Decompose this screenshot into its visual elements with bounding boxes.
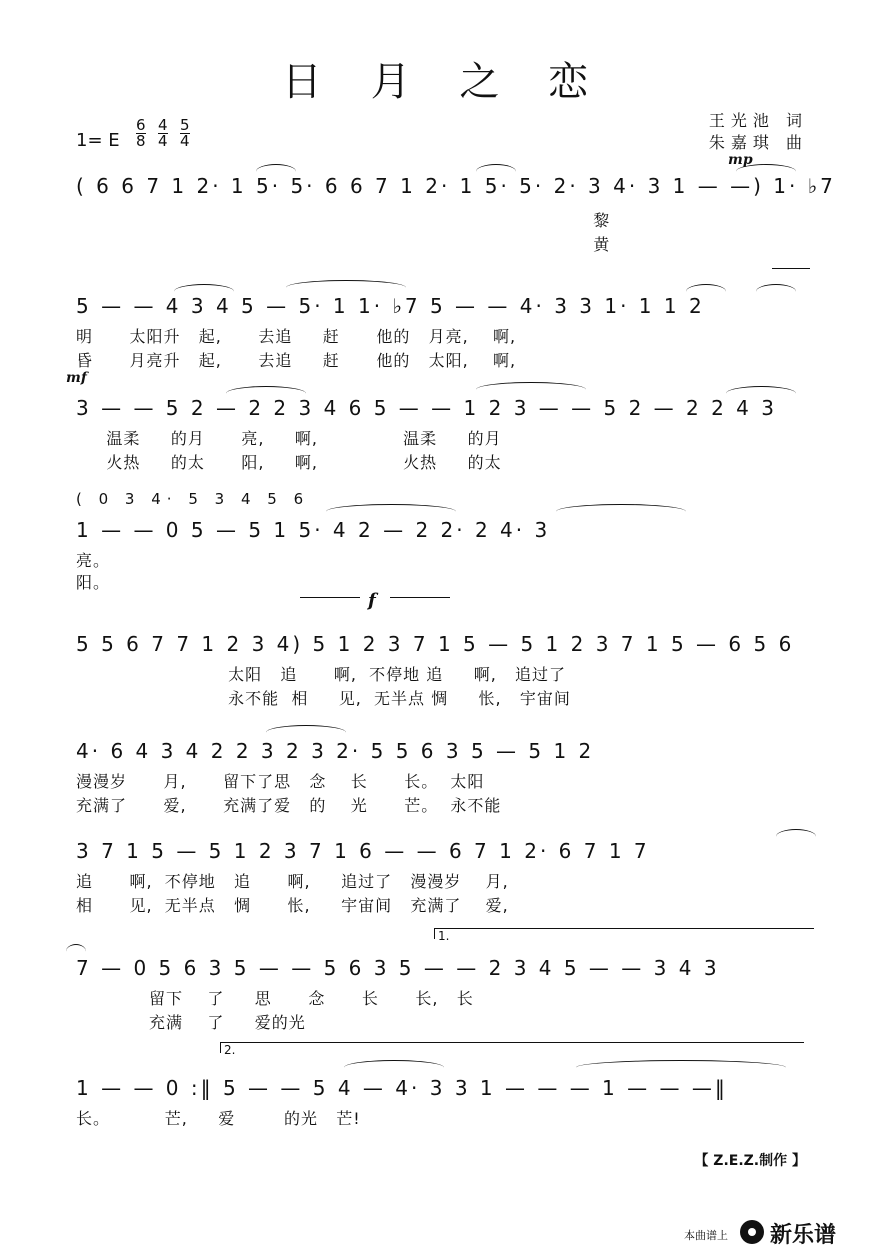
slur bbox=[476, 382, 586, 397]
meter-2: 4 4 bbox=[158, 116, 168, 150]
score-row-3 bbox=[76, 392, 816, 472]
lyrics-verse-2: 黄 bbox=[76, 235, 611, 254]
score-row-5 bbox=[76, 628, 816, 708]
site-logo[interactable] bbox=[740, 1218, 880, 1248]
score-row-6 bbox=[76, 735, 816, 815]
slur bbox=[226, 386, 306, 401]
song-title: 日 月 之 恋 bbox=[281, 59, 607, 105]
lyrics-verse-2: 昏 月亮升 起, 去追 赶 他的 太阳, 啊, bbox=[76, 351, 517, 370]
lyrics-verse-2: 永不能 相 见, 无半点 惆 怅, 宇宙间 bbox=[76, 689, 571, 708]
notes-line: 5 — — 4 3 4 5 — 5· 1 1· ♭7 5 — — 4· 3 3 1· 1 1 2 bbox=[76, 294, 705, 318]
notes-line: 4· 6 4 3 4 2 2 3 2 3 2· 5 5 6 3 5 — 5 1 2 bbox=[76, 739, 595, 763]
slur bbox=[286, 280, 406, 295]
slur bbox=[266, 725, 346, 740]
meter-1: 6 8 bbox=[136, 116, 146, 150]
score-row-8 bbox=[76, 929, 816, 1032]
decrescendo-mark bbox=[390, 597, 450, 598]
notes-line: ( 6 6 7 1 2· 1 5· 5· 6 6 7 1 2· 1 5· 5· 2· 3 4· 3 1 — —) 1· ♭7 bbox=[76, 174, 836, 198]
grace-notes-line: ( 0 3 4· 5 3 4 5 6 bbox=[76, 490, 310, 508]
site-logo-text: 新乐谱 bbox=[770, 1223, 837, 1248]
slur bbox=[756, 284, 796, 299]
notes-line: 3 — — 5 2 — 2 2 3 4 6 5 — — 1 2 3 — — 5 2 — 2 2 4 3 bbox=[76, 396, 777, 420]
crescendo-mark-2 bbox=[772, 268, 810, 269]
dynamic-mp: mp bbox=[728, 152, 753, 168]
lyrics-verse-2: 充满了 爱, 充满了爱 的 光 芒。 永不能 bbox=[76, 796, 502, 815]
lyricist-credit: 王光池 词 bbox=[708, 111, 808, 130]
score-row-2 bbox=[76, 290, 816, 370]
slur bbox=[776, 829, 816, 844]
slur bbox=[576, 1060, 786, 1075]
lyrics-verse-1: 亮。 bbox=[76, 551, 111, 570]
slur bbox=[66, 944, 86, 959]
lyrics-verse-1: 追 啊, 不停地 追 啊, 追过了 漫漫岁 月, bbox=[76, 872, 509, 891]
lyrics-verse-2: 火热 的太 阳, 啊, 火热 的太 bbox=[76, 453, 502, 472]
volta-1: 1. bbox=[434, 928, 814, 939]
notes-line: 7 — 0 5 6 3 5 — — 5 6 3 5 — — 2 3 4 5 — — 3 4 3 bbox=[76, 956, 720, 980]
lyrics-verse-1: 长。 芒, 爱 的光 芒! bbox=[76, 1109, 361, 1128]
key-signature: 1= E bbox=[76, 130, 120, 151]
score-row-9 bbox=[76, 1043, 816, 1132]
meter-3: 5 4 bbox=[180, 116, 190, 150]
slur bbox=[326, 504, 456, 519]
lyrics-verse-2: 相 见, 无半点 惆 怅, 宇宙间 充满了 爱, bbox=[76, 896, 509, 915]
dynamic-mf: mf bbox=[66, 370, 87, 386]
slur bbox=[726, 386, 796, 401]
slur bbox=[344, 1060, 444, 1075]
lyrics-verse-1: 黎 bbox=[76, 211, 611, 230]
slur bbox=[556, 504, 686, 519]
notes-line: 1 — — 0 :‖ 5 — — 5 4 — 4· 3 3 1 — — — 1 — — —‖ bbox=[76, 1076, 728, 1100]
lyrics-verse-1: 温柔 的月 亮, 啊, 温柔 的月 bbox=[76, 429, 502, 448]
dynamic-f: f bbox=[368, 590, 376, 611]
score-row-1 bbox=[76, 170, 836, 260]
lyrics-verse-2: 阳。 bbox=[76, 573, 111, 592]
volta-2: 2. bbox=[220, 1042, 804, 1053]
score-row-7 bbox=[76, 835, 816, 915]
lyrics-verse-1: 太阳 追 啊, 不停地 追 啊, 追过了 bbox=[76, 665, 567, 684]
score-row-4 bbox=[76, 490, 816, 590]
lyrics-verse-2: 充满 了 爱的光 bbox=[76, 1013, 306, 1032]
notes-line: 1 — — 0 5 — 5 1 5· 4 2 — 2 2· 2 4· 3 bbox=[76, 518, 551, 542]
lyrics-verse-1: 漫漫岁 月, 留下了思 念 长 长。 太阳 bbox=[76, 772, 485, 791]
crescendo-mark bbox=[300, 597, 360, 598]
lyrics-verse-1: 明 太阳升 起, 去追 赶 他的 月亮, 啊, bbox=[76, 327, 517, 346]
notes-line: 3 7 1 5 — 5 1 2 3 7 1 6 — — 6 7 1 2· 6 7 1 7 bbox=[76, 839, 650, 863]
notes-line: 5 5 6 7 7 1 2 3 4) 5 1 2 3 7 1 5 — 5 1 2 3 7 1 5 — 6 5 6 bbox=[76, 632, 795, 656]
slur bbox=[476, 164, 516, 179]
record-disc-icon bbox=[740, 1220, 764, 1244]
composer-credit: 朱嘉琪 曲 bbox=[708, 133, 808, 152]
source-label: 本曲谱上 bbox=[684, 1229, 728, 1242]
slur bbox=[256, 164, 296, 179]
producer-tag: 【 Z.E.Z.制作 】 bbox=[694, 1153, 806, 1169]
slur bbox=[736, 164, 796, 179]
slur bbox=[174, 284, 234, 299]
lyrics-verse-1: 留下 了 思 念 长 长, 长 bbox=[76, 989, 474, 1008]
slur bbox=[686, 284, 726, 299]
